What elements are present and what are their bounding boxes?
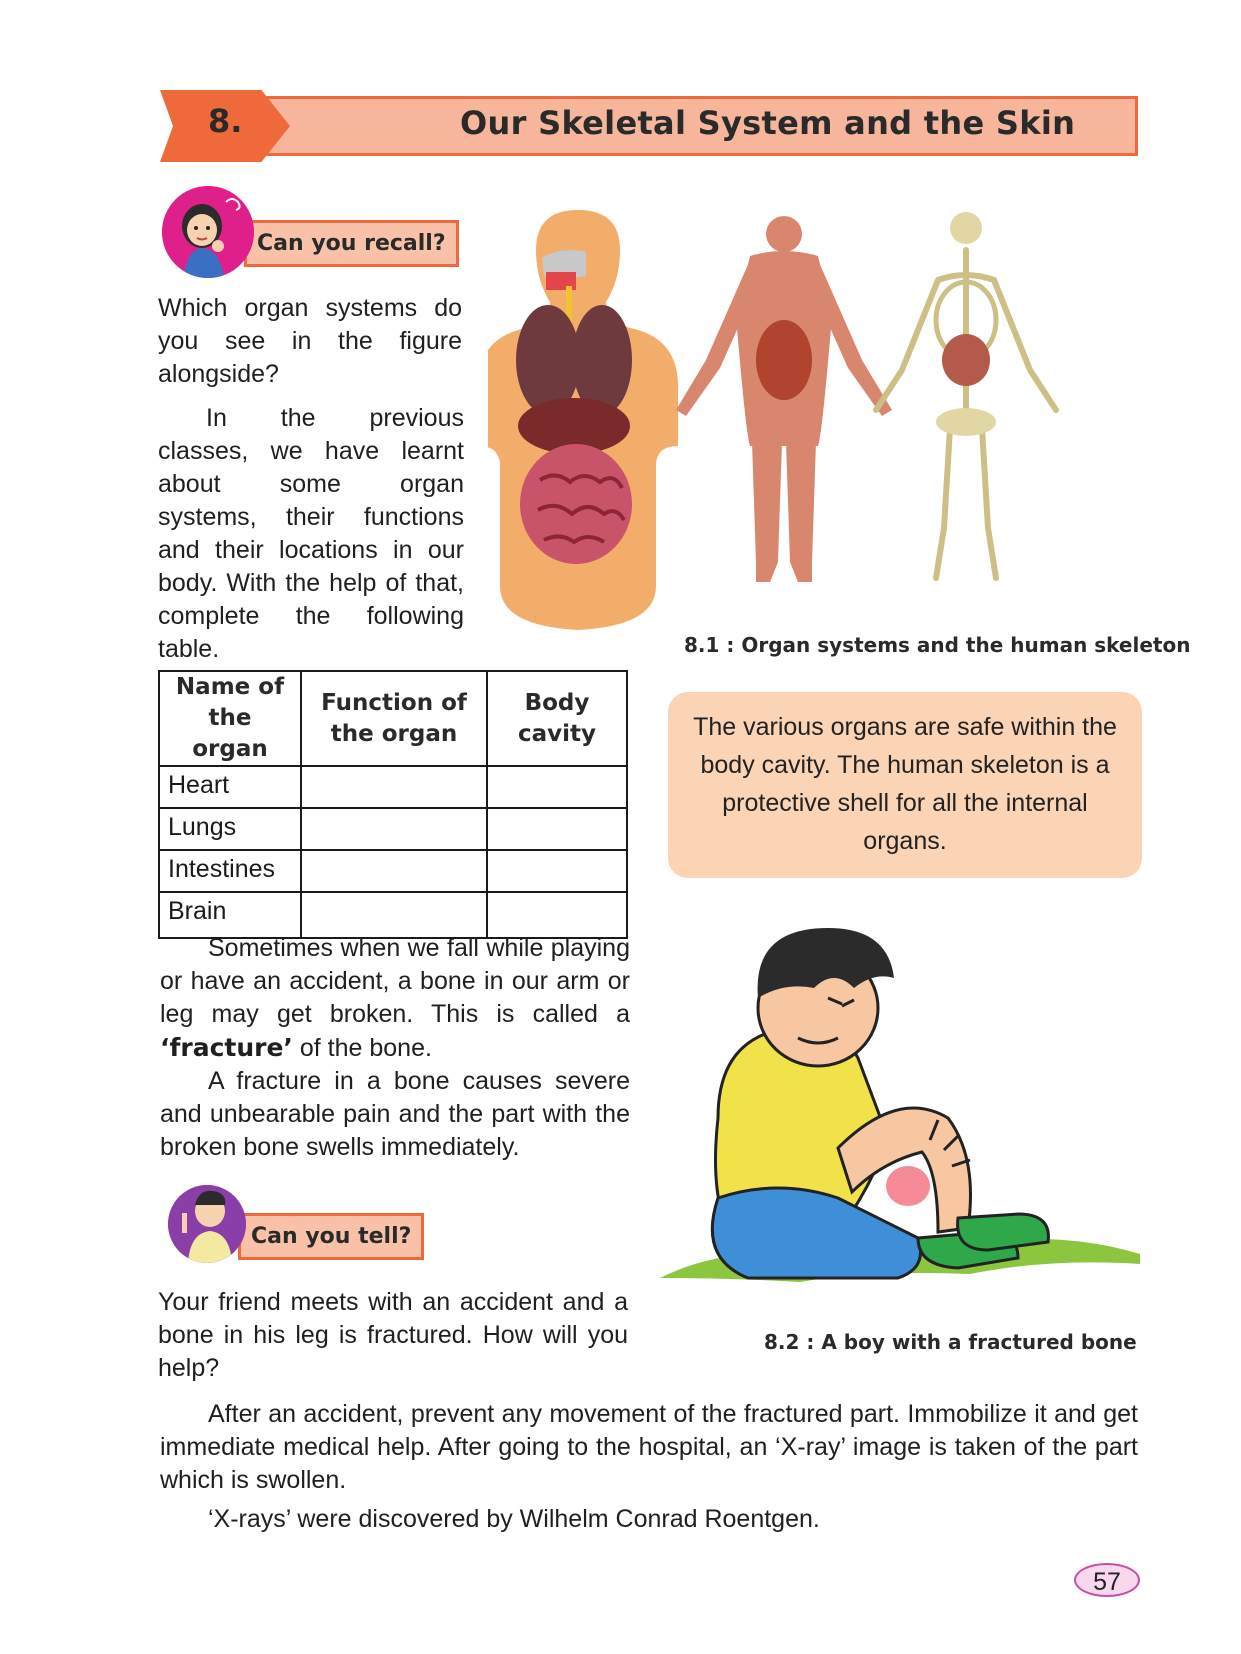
table-header-row <box>159 671 627 766</box>
boy-pointing-icon <box>168 1185 246 1263</box>
girl-thinking-icon <box>162 186 254 278</box>
organ-systems-illustration <box>488 210 1132 630</box>
recall-question-text: Which organ systems do you see in the figure alongside? <box>158 294 462 388</box>
table-header-function: Function of the organ <box>301 671 487 766</box>
recall-label: Can you recall? <box>244 220 459 267</box>
table-cell-cavity[interactable] <box>487 766 627 808</box>
recall-intro <box>158 402 464 666</box>
table-cell-organ: Lungs <box>159 808 301 850</box>
table-cell-organ: Intestines <box>159 850 301 892</box>
recall-question <box>158 292 462 391</box>
chapter-banner <box>160 90 1142 162</box>
table-row <box>159 766 627 808</box>
fracture-p1-after: of the bone. <box>292 1034 432 1062</box>
table-cell-cavity[interactable] <box>487 850 627 892</box>
tell-question-text: Your friend meets with an accident and a bone in his leg is fractured. How will you help? <box>158 1288 628 1382</box>
fracture-paragraph-1 <box>160 932 630 1065</box>
fracture-text <box>160 932 630 1164</box>
figure1-caption: 8.1 : Organ systems and the human skeleton <box>684 633 1191 657</box>
closing-text <box>160 1398 1138 1536</box>
table-cell-organ: Brain <box>159 892 301 938</box>
info-box: The various organs are safe within the body cavity. The human skeleton is a protective shell for all the internal organs. <box>668 692 1142 878</box>
figure2-caption: 8.2 : A boy with a fractured bone <box>764 1330 1137 1354</box>
boy-fracture-figure <box>658 918 1142 1290</box>
table-header-cavity: Body cavity <box>487 671 627 766</box>
tell-label: Can you tell? <box>238 1213 424 1260</box>
table-cell-function[interactable] <box>301 766 487 808</box>
table-cell-organ: Heart <box>159 766 301 808</box>
closing-paragraph-1: After an accident, prevent any movement of the fractured part. Immobilize it and get immediate medical help. After going to the hospital, an ‘X-ray’ image is taken of the part which is swollen. <box>160 1400 1138 1494</box>
table-header-organ: Name of the organ <box>159 671 301 766</box>
tell-badge <box>168 1185 428 1265</box>
recall-intro-text: In the previous classes, we have learnt about some organ systems, their functions and their locations in our body. With the help of that, complete the following table. <box>158 404 464 663</box>
chapter-title: Our Skeletal System and the Skin <box>460 104 1076 142</box>
table-row <box>159 850 627 892</box>
page-number: 57 <box>1074 1563 1140 1597</box>
table-cell-cavity[interactable] <box>487 808 627 850</box>
fracture-p1-before: Sometimes when we fall while playing or have an accident, a bone in our arm or leg may get broken. This is called a <box>160 934 630 1028</box>
table-row <box>159 808 627 850</box>
tell-question <box>158 1286 628 1385</box>
table-cell-function[interactable] <box>301 850 487 892</box>
organ-systems-figure <box>488 210 1132 630</box>
table-cell-function[interactable] <box>301 808 487 850</box>
organ-table <box>158 670 628 939</box>
chapter-number: 8. <box>208 102 243 140</box>
recall-badge <box>162 186 462 276</box>
closing-paragraph-2: ‘X-rays’ were discovered by Wilhelm Conrad Roentgen. <box>208 1505 820 1533</box>
fracture-paragraph-2: A fracture in a bone causes severe and unbearable pain and the part with the broken bone swells immediately. <box>160 1067 630 1161</box>
fracture-term: ‘fracture’ <box>160 1033 293 1062</box>
boy-fracture-illustration <box>658 918 1142 1290</box>
